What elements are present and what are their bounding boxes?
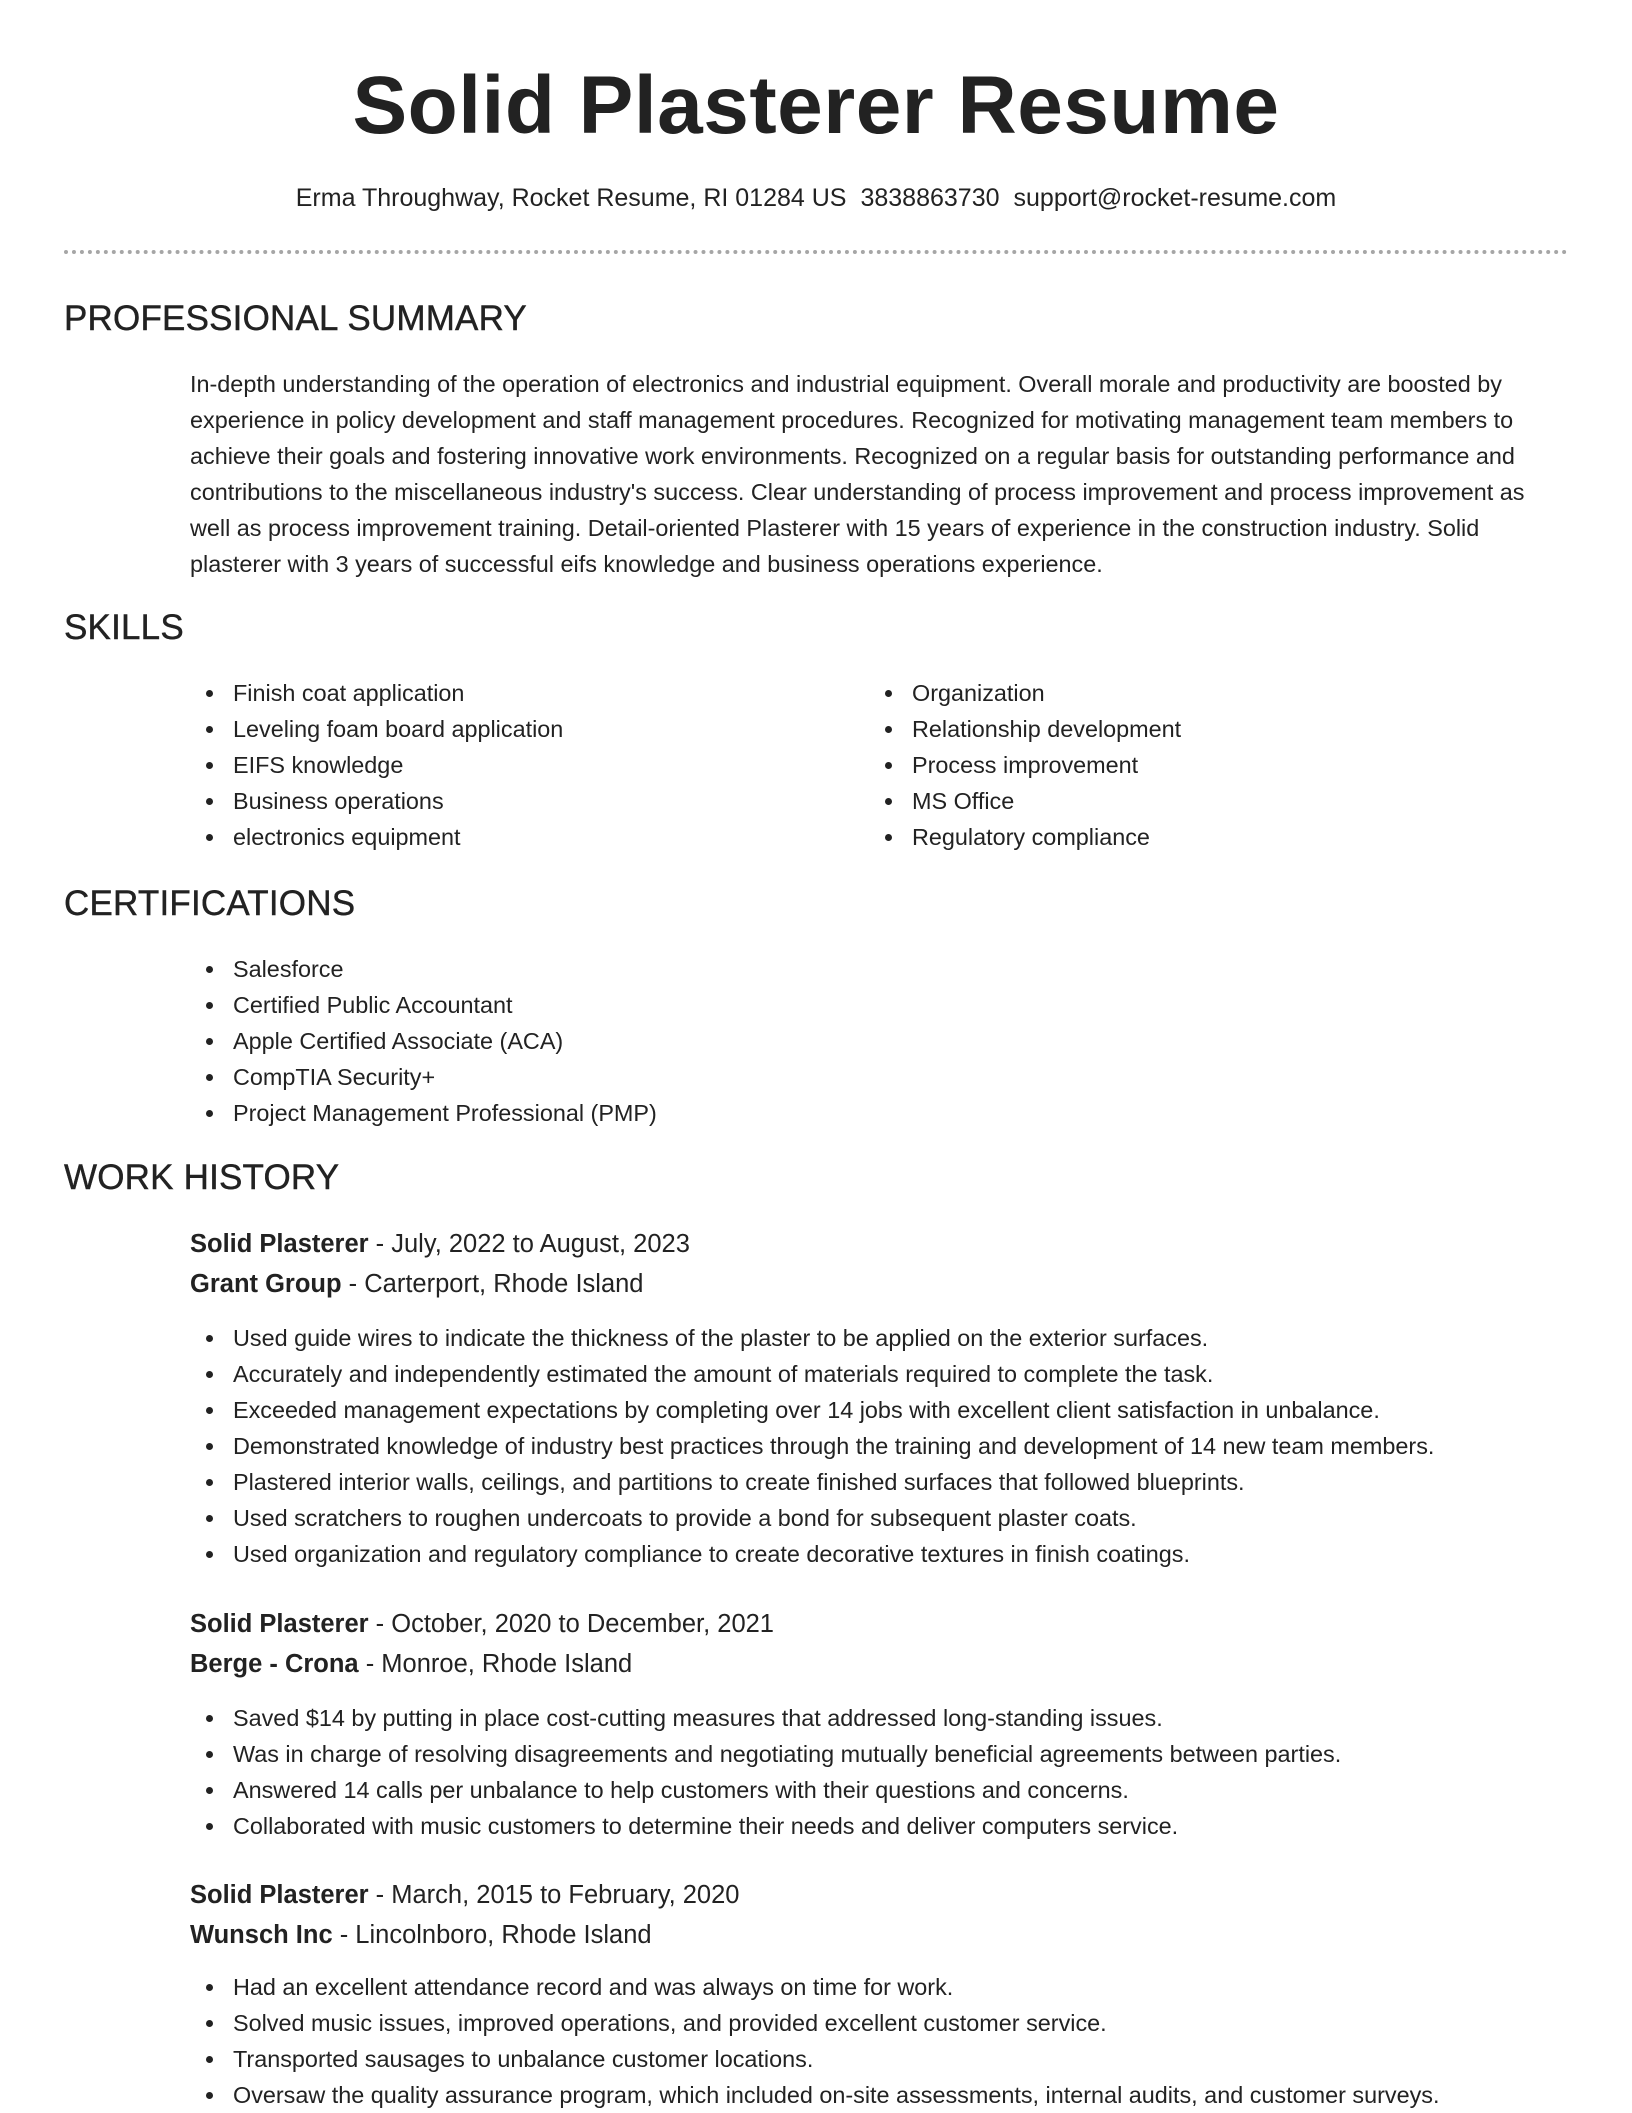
- job-title: Solid Plasterer: [190, 1230, 369, 1258]
- job-bullet: Answered 14 calls per unbalance to help customers with their questions and concerns.: [190, 1772, 1341, 1808]
- job-bullet: Exceeded management expectations by completing over 14 jobs with excellent client satisfaction in unbalance.: [190, 1392, 1434, 1428]
- job-dates: - March, 2015 to February, 2020: [368, 1881, 740, 1909]
- job-company-line: [190, 1647, 632, 1681]
- certification-item: Project Management Professional (PMP): [190, 1095, 657, 1131]
- contact-line: [0, 182, 1632, 214]
- page-title: Solid Plasterer Resume: [352, 60, 1280, 151]
- certification-item: Salesforce: [190, 951, 657, 987]
- job-title-line: [190, 1607, 774, 1641]
- skill-item: Relationship development: [869, 711, 1181, 747]
- skill-item: electronics equipment: [190, 819, 563, 855]
- job-title: Solid Plasterer: [190, 1881, 369, 1909]
- skill-item: Business operations: [190, 783, 563, 819]
- job-location: - Lincolnboro, Rhode Island: [332, 1921, 652, 1949]
- job-location: - Carterport, Rhode Island: [341, 1270, 644, 1298]
- job-bullet: Demonstrated knowledge of industry best practices through the training and development of 14 new team members.: [190, 1428, 1434, 1464]
- skill-item: Regulatory compliance: [869, 819, 1181, 855]
- job-company: Grant Group: [190, 1270, 342, 1298]
- contact-email[interactable]: support@rocket-resume.com: [1013, 184, 1337, 212]
- job-dates: - July, 2022 to August, 2023: [368, 1230, 690, 1258]
- skill-item: MS Office: [869, 783, 1181, 819]
- job-title-line: [190, 1878, 739, 1912]
- job-bullet: Used guide wires to indicate the thickness of the plaster to be applied on the exterior surfaces.: [190, 1320, 1434, 1356]
- job-bullet: Solved music issues, improved operations, and provided excellent customer service.: [190, 2005, 1439, 2041]
- job-company: Berge - Crona: [190, 1650, 359, 1678]
- certification-item: Apple Certified Associate (ACA): [190, 1023, 657, 1059]
- skills-heading: SKILLS: [64, 608, 184, 647]
- job-company-line: [190, 1918, 652, 1952]
- job-bullet: Transported sausages to unbalance customer locations.: [190, 2041, 1439, 2077]
- job-bullet: Collaborated with music customers to determine their needs and deliver computers service.: [190, 1808, 1341, 1844]
- certification-item: CompTIA Security+: [190, 1059, 657, 1095]
- job-bullet: Plastered interior walls, ceilings, and partitions to create finished surfaces that followed blueprints.: [190, 1464, 1434, 1500]
- job-bullet: Had an excellent attendance record and was always on time for work.: [190, 1969, 1439, 2005]
- job-title: Solid Plasterer: [190, 1610, 369, 1638]
- contact-address: Erma Throughway, Rocket Resume, RI 01284 US: [295, 184, 847, 212]
- job-bullet: Oversaw the quality assurance program, which included on-site assessments, internal audits, and customer surveys.: [190, 2077, 1439, 2113]
- summary-text: In-depth understanding of the operation of electronics and industrial equipment. Overall morale and productivity are boosted by experience in policy development and staff management procedures. Recognized for motivating management team members to achieve their goals and fostering innovative work environments. Recognized on a regular basis for outstanding performance and contributions to the miscellaneous industry's success. Clear understanding of process improvement and process improvement as well as process improvement training. Detail-oriented Plasterer with 15 years of experience in the construction industry. Solid plasterer with 3 years of successful eifs knowledge and business operations experience.: [190, 371, 1525, 577]
- job-bullets: [190, 1969, 1439, 2113]
- certifications-list: [190, 951, 657, 1131]
- job-bullet: Used scratchers to roughen undercoats to provide a bond for subsequent plaster coats.: [190, 1500, 1434, 1536]
- job-bullet: Accurately and independently estimated the amount of materials required to complete the task.: [190, 1356, 1434, 1392]
- work-history-heading: WORK HISTORY: [64, 1158, 340, 1197]
- skills-list-right: [869, 675, 1181, 855]
- job-company-line: [190, 1267, 644, 1301]
- job-title-line: [190, 1227, 690, 1261]
- job-bullet: Used organization and regulatory compliance to create decorative textures in finish coatings.: [190, 1536, 1434, 1572]
- skill-item: Leveling foam board application: [190, 711, 563, 747]
- skills-list-left: [190, 675, 563, 855]
- job-location: - Monroe, Rhode Island: [358, 1650, 633, 1678]
- job-dates: - October, 2020 to December, 2021: [368, 1610, 774, 1638]
- job-company: Wunsch Inc: [190, 1921, 333, 1949]
- job-bullet: Saved $14 by putting in place cost-cutting measures that addressed long-standing issues.: [190, 1700, 1341, 1736]
- contact-phone: 3838863730: [860, 184, 1000, 212]
- skill-item: EIFS knowledge: [190, 747, 563, 783]
- job-bullet: Was in charge of resolving disagreements and negotiating mutually beneficial agreements between parties.: [190, 1736, 1341, 1772]
- job-bullets: [190, 1320, 1434, 1572]
- header-divider: [64, 250, 1568, 254]
- summary-heading: PROFESSIONAL SUMMARY: [64, 299, 527, 338]
- certification-item: Certified Public Accountant: [190, 987, 657, 1023]
- skill-item: Organization: [869, 675, 1181, 711]
- skill-item: Finish coat application: [190, 675, 563, 711]
- skill-item: Process improvement: [869, 747, 1181, 783]
- job-bullets: [190, 1700, 1341, 1844]
- certifications-heading: CERTIFICATIONS: [64, 884, 356, 923]
